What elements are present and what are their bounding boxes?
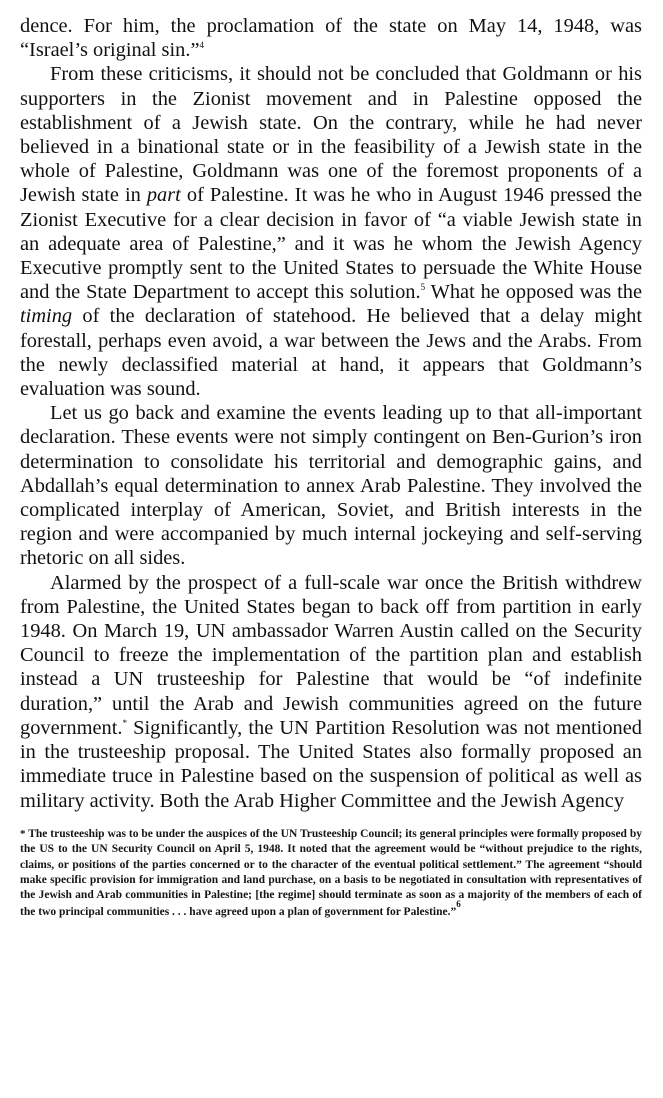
paragraph-3	[20, 401, 642, 570]
document-page	[20, 14, 642, 932]
footnote	[20, 827, 642, 920]
paragraph-2	[20, 62, 642, 401]
paragraph-text: of the declaration of statehood. He believed that a delay might forestall, perhaps even avoid, a war between the Jews and the Arabs. From the newly declassified material at hand, it appears that Goldmann’s evaluation was sound.	[20, 305, 642, 401]
note-reference: 5	[420, 282, 426, 293]
paragraph-4	[20, 571, 642, 813]
footnote-marker: *	[122, 717, 127, 728]
paragraph-text: Let us go back and examine the events leading up to that all-important declaration. These events were not simply contingent on Ben-Gurion’s iron determination to consolidate his territorial and demographic gains, and Abdallah’s equal determination to annex Arab Palestine. They involved the complicated interplay of American, Soviet, and British interests in the region and were accompanied by much internal jockeying and self-serving rhetoric on all sides.	[20, 402, 642, 570]
paragraph-text: of Palestine. It was he who in August 1946 pressed the Zionist Executive for a clear decision in favor of “a viable Jewish state in an adequate area of Palestine,” and it was he whom the Jewish Agency Executive promptly sent to the United States to persuade the White House and the State Department to accept this solution.	[20, 184, 643, 304]
paragraph-text: From these criticisms, it should not be concluded that Goldmann or his supporters in the Zionist movement and in Palestine opposed the establishment of a Jewish state. On the contrary, while he had never believed in a binational state or in the feasibility of a Jewish state in the whole of Palestine, Goldmann was one of the foremost proponents of a Jewish state in	[20, 63, 642, 207]
note-reference: 4	[199, 40, 204, 51]
footnote-text: The trusteeship was to be under the auspices of the UN Trusteeship Council; its general principles were formally proposed by the US to the UN Security Council on April 5, 1948. It noted that the agreement would be “without prejudice to the rights, claims, or positions of the parties concerned or to the character of the eventual political settlement.” The agreement “should make specific provision for immigration and land purchase, on a basis to be negotiated in consultation with representatives of the Jewish and Arab communities in Palestine; [the regime] should terminate as soon as a majority of the members of each of the two principal communities . . . have agreed upon a plan of government for Palestine.”	[20, 827, 642, 918]
paragraph-1	[20, 14, 642, 62]
emphasis: timing	[20, 305, 73, 328]
paragraph-text: Significantly, the UN Partition Resolution was not mentioned in the trusteeship proposal. The United States also formally proposed an immediate truce in Palestine based on the suspension of political as well as military activity. Both the Arab Higher Committee and the Jewish Agency	[20, 716, 642, 812]
paragraph-text: dence. For him, the proclamation of the state on May 14, 1948, was “Israel’s original sin.”	[20, 15, 642, 62]
note-reference: 6	[456, 898, 461, 909]
paragraph-text: What he opposed was the	[425, 281, 643, 304]
footnote-marker: *	[20, 827, 26, 840]
paragraph-text: Alarmed by the prospect of a full-scale war once the British withdrew from Palestine, the United States began to back off from partition in early 1948. On March 19, UN ambassador Warren Austin called on the Security Council to freeze the implementation of the partition plan and establish instead a UN trusteeship for Palestine that would be “of indefinite duration,” until the Arab and Jewish communities agreed on the future government.	[20, 571, 642, 739]
emphasis: part	[146, 184, 181, 207]
